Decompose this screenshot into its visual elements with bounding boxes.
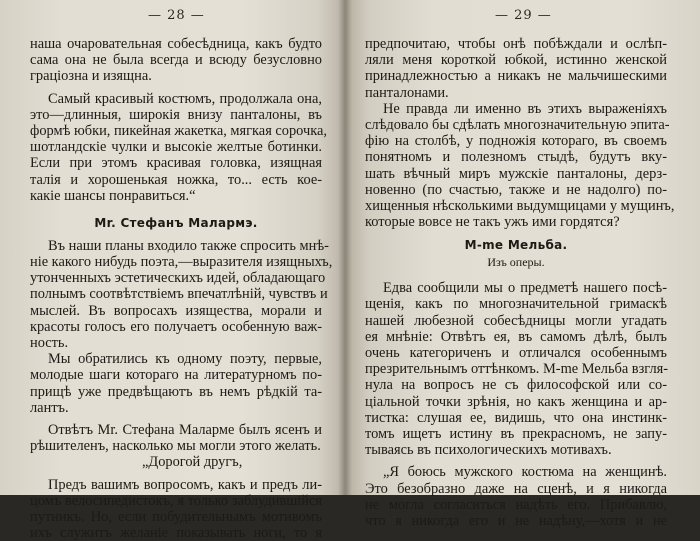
text-line: молодые шаги котораго на литературномъ по- [30, 367, 322, 383]
text-line: тистка: слушая ее, видишь, что она инстинк- [365, 410, 667, 426]
text-line: щенiя, какъ по многозначительной гримаскѣ [365, 296, 667, 312]
text-line: мыслей. Въ вопросахъ изящества, морали и [30, 303, 322, 319]
text-line: очень категориченъ и отличался особеннымъ [365, 345, 667, 361]
text-line: панталонами. [365, 85, 667, 101]
right-page [345, 0, 700, 495]
left-page [0, 0, 345, 495]
right-text-column [365, 36, 667, 529]
text-line: нашей любезной собесѣдницы могли угадать [365, 313, 667, 329]
text-line: нiе какого нибудь поэта,—выразителя изящныхъ, [30, 254, 322, 270]
text-line: наша очаровательная собесѣдница, какъ будто [30, 36, 322, 52]
text-line: красоты голосъ его получаетъ особенную важ- [30, 319, 322, 335]
text-line: предпочитаю, чтобы онѣ побѣждали и ослѣп- [365, 36, 667, 52]
text-line: Самый красивый костюмъ, продолжала она, [30, 91, 322, 107]
text-line: Мы обратились къ одному поэту, первые, [30, 351, 322, 367]
text-line: Если при этомъ красивая головка, изящная [30, 155, 322, 171]
text-line: шотландскiе чулки и высокiе желтые ботинки. [30, 139, 322, 155]
text-line: ность. [30, 335, 322, 351]
text-line: утонченныхъ эстетическихъ идей, обладающаго [30, 270, 322, 286]
paragraph-poet [30, 351, 322, 416]
text-line: понятномъ и полезномъ стыдѣ, будутъ вку- [365, 149, 667, 165]
text-line: Не правда ли именно въ этихъ выраженiяхъ [365, 101, 667, 117]
text-line: Отвѣтъ Mr. Стефана Маларме былъ ясенъ и [30, 422, 322, 438]
text-line: цiальной точки зрѣнiя, но какъ женщина и ар- [365, 394, 667, 410]
paragraph-costume [30, 91, 322, 204]
text-line: лантъ. [30, 400, 322, 416]
text-line: томъ ищетъ истину въ прекрасномъ, не запу- [365, 426, 667, 442]
letter-salutation: „Дорогой другъ, [30, 454, 322, 470]
text-line: Въ наши планы входило также спросить мнѣ- [30, 238, 322, 254]
paragraph-epitaph [365, 101, 667, 231]
text-line: тываясь въ психологическихъ мотивахъ. [365, 442, 667, 458]
text-line: путникъ. Но, если побудительнымъ мотивомъ [30, 509, 322, 525]
paragraph-quote [365, 464, 667, 529]
text-line: принадлежностью а никакъ не мальчишескими [365, 68, 667, 84]
text-line: формѣ юбки, пикейная жакетка, мягкая сорочка, [30, 123, 322, 139]
page-number-right: — 29 — [495, 8, 552, 23]
paragraph-plans [30, 238, 322, 351]
text-line: которые вовсе не такъ ужъ ими гордятся? [365, 214, 667, 230]
text-line: какiе шансы понравиться.“ [30, 188, 322, 204]
text-line: Это безобразно даже на сценѣ, и я никогда [365, 481, 667, 497]
paragraph-visit [365, 280, 667, 458]
text-line: презрительнымъ оттѣнкомъ. M-me Мельба взгля- [365, 361, 667, 377]
text-line: „Я боюсь мужского костюма на женщинѣ. [365, 464, 667, 480]
paragraph-continued [365, 36, 667, 101]
text-line: новенно (по счастью, также и не надолго) по- [365, 182, 667, 198]
left-text-column [30, 36, 322, 541]
paragraph-continued [30, 36, 322, 85]
text-line: это—длинныя, широкiя внизу панталоны, въ [30, 107, 322, 123]
text-line: полнымъ соотвѣтствiемъ впечатлѣнiй, чувствъ и [30, 286, 322, 302]
text-line: шать вѣчный миръ мужскiе панталоны, дерз- [365, 166, 667, 182]
text-line: хищенныя нѣсколькими выдумщицами у мущинъ, [365, 198, 667, 214]
text-line: Предъ вашимъ вопросомъ, какъ и предъ ли- [30, 477, 322, 493]
paragraph-answer [30, 422, 322, 471]
text-line: грацiозна и изящна. [30, 68, 322, 84]
text-line: ея мнѣнiе: Отвѣтъ ея, въ самомъ дѣлѣ, былъ [365, 329, 667, 345]
section-heading-mallarme: Mr. Стефанъ Малармэ. [30, 214, 322, 232]
text-line: слѣдовало бы сдѣлать многозначительную эпита- [365, 117, 667, 133]
paragraph-letter [30, 477, 322, 541]
text-line: ляли меня короткой юбкой, истинно женской [365, 52, 667, 68]
text-line: Едва сообщили мы о предметѣ нашего посѣ- [365, 280, 667, 296]
text-line: сама она не была всегда и всюду безусловно [30, 52, 322, 68]
text-line: ихъ служитъ желанiе показывать ноги, то я [30, 525, 322, 541]
text-line: цомъ велосипедистокъ, я только заблудившiйся [30, 493, 322, 509]
text-line: фiю на столбѣ, у подножiя котораго, въ своемъ [365, 133, 667, 149]
text-line: рѣшителенъ, насколько мы могли этого желать. [30, 438, 322, 454]
text-line: нула на вопросъ не съ философской или со- [365, 377, 667, 393]
text-line: прищѣ уже предвѣщаютъ въ немъ рѣдкiй та- [30, 384, 322, 400]
section-subheading-melba: Изъ оперы. [365, 254, 667, 270]
section-heading-melba: M-me Мельба. [365, 236, 667, 254]
text-line: не могла согласиться надѣть его. Прибавлю, [365, 497, 667, 513]
page-number-left: — 28 — [148, 8, 205, 23]
text-line: талiя и хорошенькая ножка, то... есть кое- [30, 172, 322, 188]
text-line: что я никогда его и не надѣну,—хотя и не [365, 513, 667, 529]
